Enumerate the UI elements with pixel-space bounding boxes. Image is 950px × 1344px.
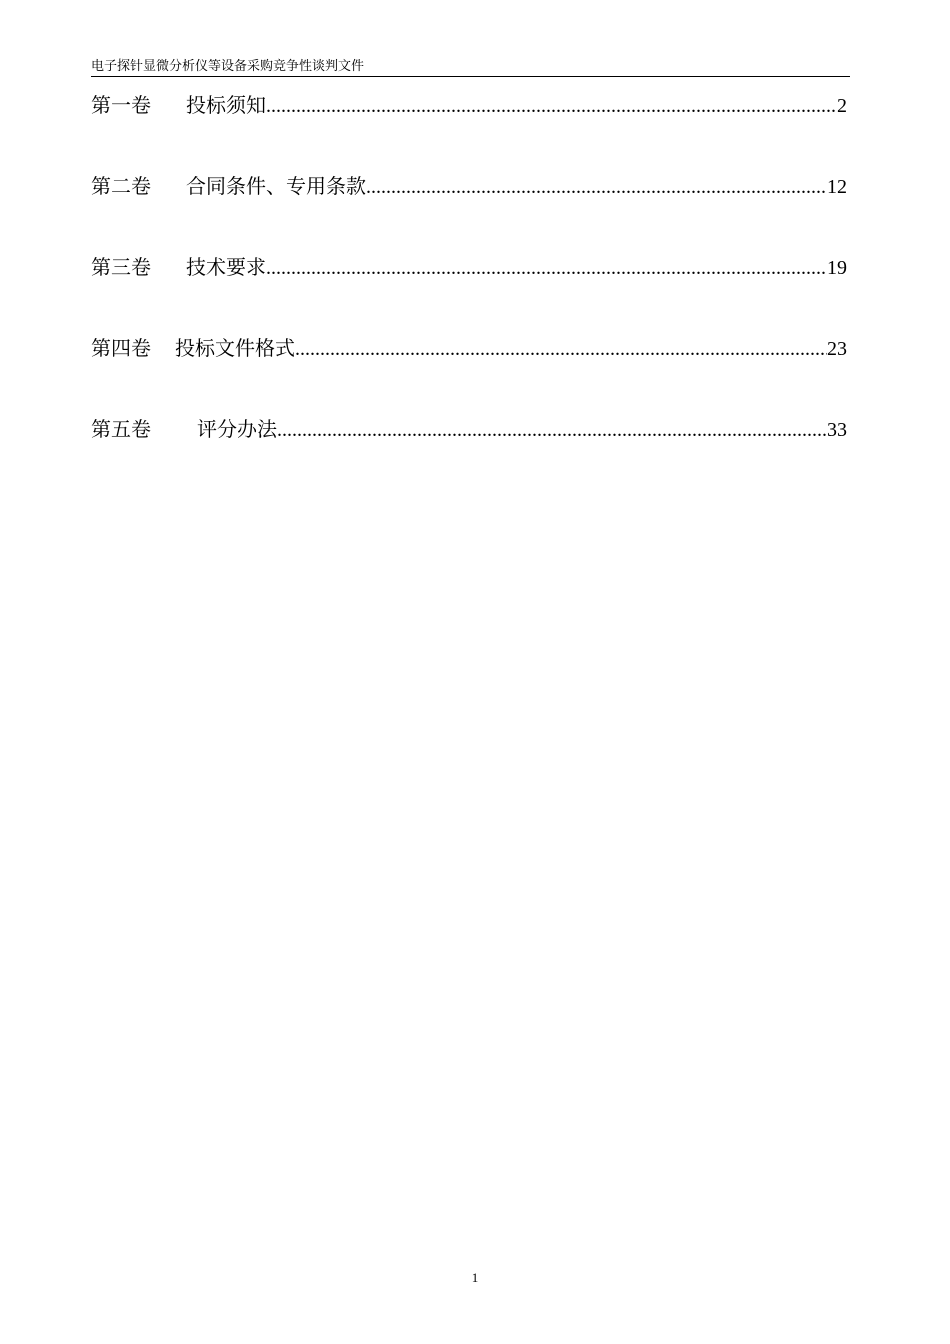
toc-entry[interactable] <box>91 331 847 365</box>
toc-page-number: 33 <box>827 419 847 441</box>
toc-title: 技术要求 <box>186 255 266 279</box>
toc-leader <box>295 332 827 366</box>
toc-page-number: 12 <box>827 176 847 198</box>
toc-volume: 第三卷 <box>91 255 151 279</box>
toc-title: 投标须知 <box>186 93 266 117</box>
page-header <box>91 58 850 77</box>
toc-entry[interactable] <box>91 250 847 284</box>
table-of-contents <box>91 88 847 493</box>
toc-volume: 第四卷 <box>91 336 151 360</box>
toc-page-number: 19 <box>827 257 847 279</box>
page-number: 1 <box>471 1270 479 1285</box>
toc-entry[interactable] <box>91 169 847 203</box>
toc-title: 合同条件、专用条款 <box>186 174 366 198</box>
toc-volume: 第二卷 <box>91 174 151 198</box>
toc-title: 投标文件格式 <box>175 336 295 360</box>
toc-leader <box>266 251 827 285</box>
toc-volume: 第一卷 <box>91 93 151 117</box>
toc-volume: 第五卷 <box>91 417 151 441</box>
document-title: 电子探针显微分析仪等设备采购竞争性谈判文件 <box>91 59 365 74</box>
toc-title: 评分办法 <box>197 417 277 441</box>
toc-leader <box>277 413 827 447</box>
toc-leader <box>366 170 827 204</box>
toc-page-number: 2 <box>837 95 847 117</box>
toc-page-number: 23 <box>827 338 847 360</box>
toc-entry[interactable] <box>91 88 847 122</box>
toc-entry[interactable] <box>91 412 847 446</box>
toc-leader <box>266 89 837 123</box>
